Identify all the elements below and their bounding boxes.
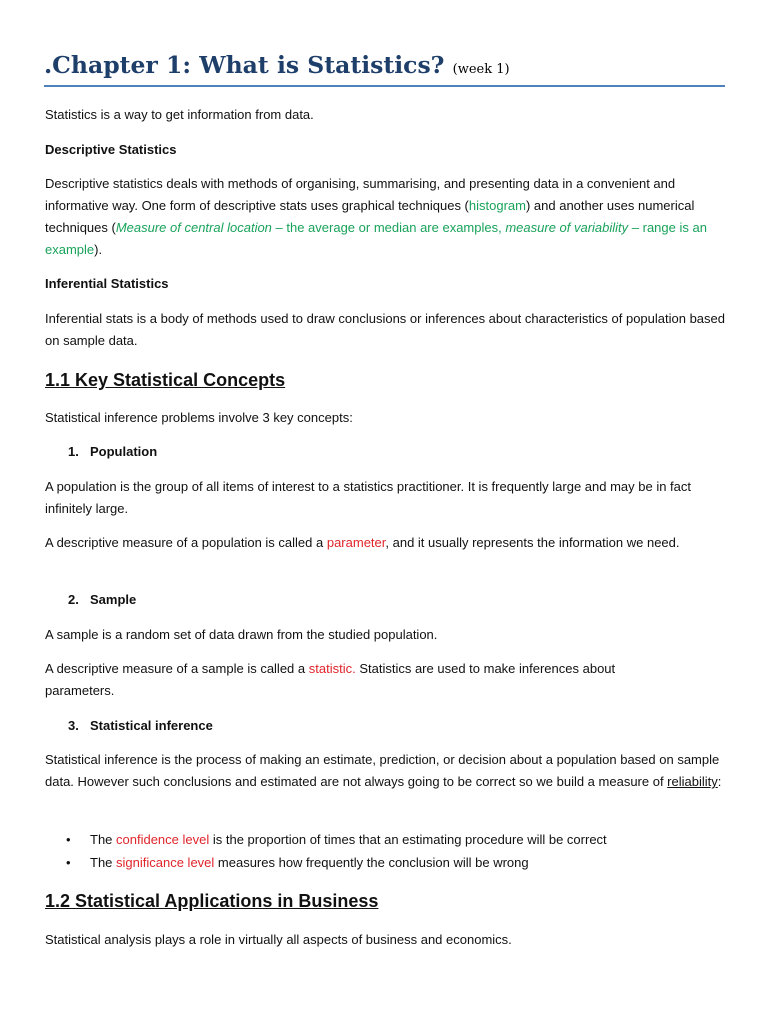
descriptive-heading: Descriptive Statistics (45, 142, 177, 157)
list-item-sample (68, 589, 136, 611)
population-paragraph: A population is the group of all items of interest to a statistics practitioner. It is frequently large and may be in fact infinitely large. (45, 479, 692, 516)
business-paragraph: Statistical analysis plays a role in virtually all aspects of business and economics. (45, 932, 512, 947)
inferential-heading: Inferential Statistics (45, 276, 169, 291)
inferential-paragraph: Inferential stats is a body of methods used to draw conclusions or inferences about characteristics of population based on sample data. (45, 311, 725, 348)
descriptive-text-2: ) and another uses numerical techniques ( (45, 198, 695, 235)
reliability-term: reliability (667, 774, 718, 789)
confidence-level-term: confidence level (116, 832, 210, 847)
central-location-term: Measure of central location (115, 220, 272, 235)
inference-colon: : (717, 774, 722, 789)
concepts-intro: Statistical inference problems involve 3 key concepts: (45, 410, 353, 425)
page-title (44, 50, 724, 85)
section-1-2-heading: 1.2 Statistical Applications in Business (45, 891, 379, 911)
parameter-term: parameter (326, 535, 386, 550)
sample-paragraph: A sample is a random set of data drawn from the studied population. (45, 627, 438, 642)
parameter-text-1: A descriptive measure of a population is called a (45, 535, 327, 550)
bullet-confidence (66, 829, 607, 851)
intro-paragraph: Statistics is a way to get information from data. (45, 107, 314, 122)
title-underline (44, 85, 725, 87)
inference-paragraph (45, 749, 735, 793)
statistic-paragraph (45, 658, 655, 702)
list-label: Population (90, 444, 158, 459)
list-number: 1. (68, 444, 79, 459)
bullet-text: is the proportion of times that an estimating procedure will be correct (209, 832, 607, 847)
range-text: – range is an example (45, 220, 707, 257)
bullet-text: The (90, 832, 117, 847)
week-label: (week 1) (452, 62, 510, 77)
bullet-text: The (90, 855, 117, 870)
bullet-significance (66, 852, 529, 874)
list-number: 3. (68, 718, 79, 733)
inference-text: Statistical inference is the process of making an estimate, prediction, or decision about a population based on sample data. However such conclusions and estimated are not always going to be correct so we build a measure of (45, 752, 720, 789)
descriptive-text-3: ). (94, 242, 103, 257)
section-1-1-heading: 1.1 Key Statistical Concepts (45, 370, 286, 390)
list-item-population (68, 441, 157, 463)
descriptive-paragraph (45, 173, 725, 261)
bullet-icon: • (66, 832, 71, 847)
list-label: Sample (90, 592, 137, 607)
histogram-term: histogram (468, 198, 526, 213)
statistic-text-2: Statistics are used to make inferences about parameters. (45, 661, 616, 698)
statistic-term: statistic. (308, 661, 356, 676)
list-item-inference (68, 715, 213, 737)
bullet-icon: • (66, 855, 71, 870)
parameter-paragraph (45, 532, 705, 554)
list-label: Statistical inference (90, 718, 213, 733)
variability-term: measure of variability (505, 220, 629, 235)
bullet-text: measures how frequently the conclusion will be wrong (214, 855, 529, 870)
average-median-text: – the average or median are examples, (271, 220, 506, 235)
chapter-title: .Chapter 1: What is Statistics? (44, 51, 445, 79)
statistic-text-1: A descriptive measure of a sample is called a (45, 661, 309, 676)
significance-level-term: significance level (116, 855, 215, 870)
list-number: 2. (68, 592, 79, 607)
parameter-text-2: , and it usually represents the information we need. (385, 535, 680, 550)
descriptive-text-1: Descriptive statistics deals with methods of organising, summarising, and presenting data in a convenient and informative way. One form of descriptive stats uses graphical techniques ( (45, 176, 676, 213)
